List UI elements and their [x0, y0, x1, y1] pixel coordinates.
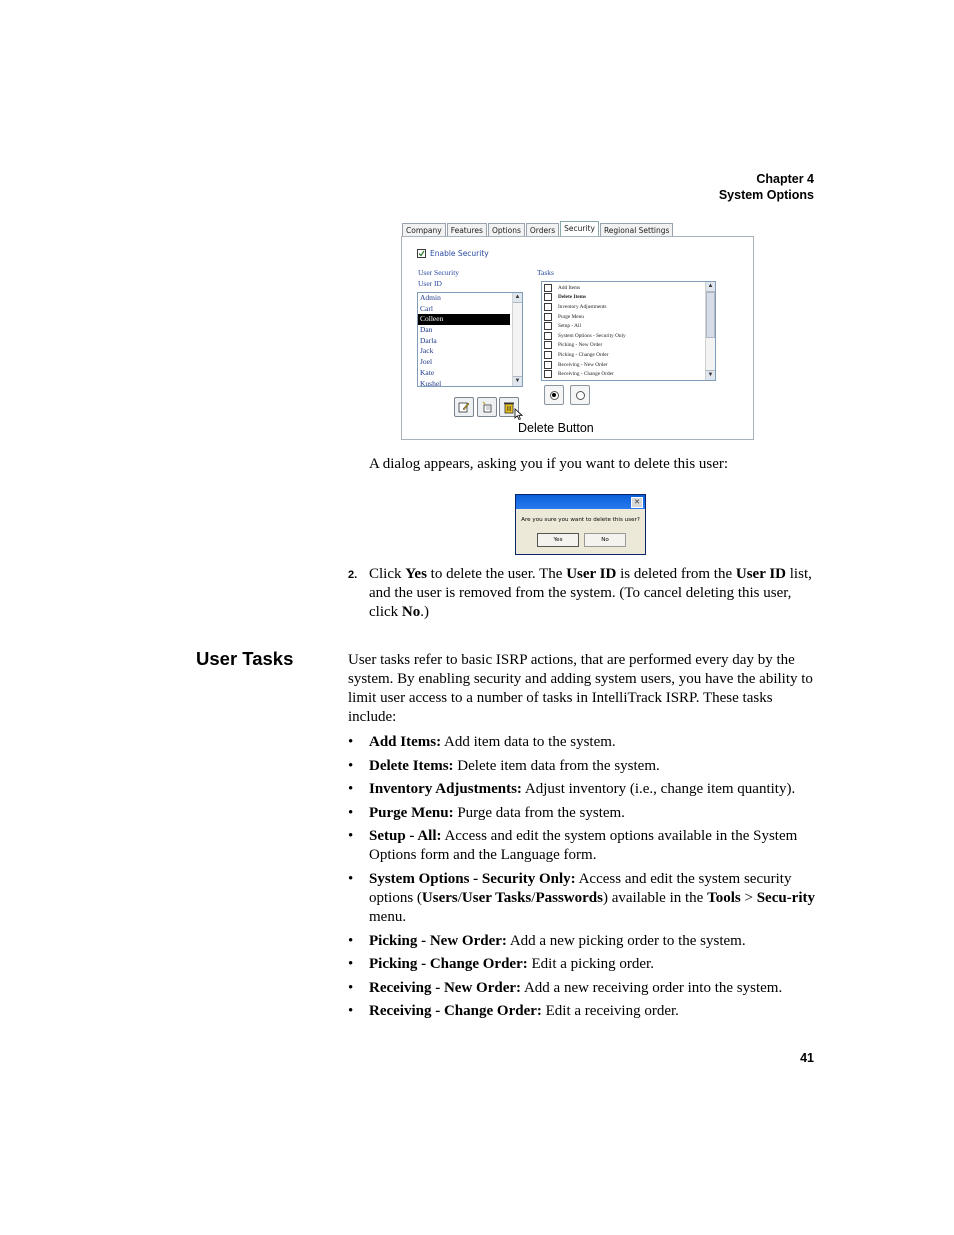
bullet-icon: •	[348, 870, 354, 887]
radio-empty-icon	[576, 391, 585, 400]
list-item	[348, 955, 818, 974]
step-number: 2.	[348, 569, 358, 581]
task-checkbox[interactable]	[544, 370, 552, 378]
security-term: Secu-rity	[756, 889, 816, 906]
task-label: Picking - Change Order	[558, 351, 609, 358]
select-all-radio-button[interactable]	[544, 385, 564, 405]
task-label: System Options - Security Only	[558, 332, 626, 339]
bullet-desc: Delete item data from the system.	[453, 757, 660, 774]
bullet-desc: Add a new picking order to the system.	[506, 932, 746, 949]
bullet-icon: •	[348, 979, 354, 996]
tab-company[interactable]: Company	[402, 223, 446, 236]
scrollbar[interactable]	[705, 282, 715, 380]
bullet-term: Purge Menu:	[369, 804, 454, 821]
list-item[interactable]	[542, 341, 715, 351]
list-item[interactable]	[542, 321, 715, 331]
tab-options[interactable]: Options	[488, 223, 525, 236]
add-user-button[interactable]	[477, 397, 497, 417]
bullet-icon: •	[348, 1003, 354, 1020]
step-text: .)	[420, 604, 429, 620]
separator: >	[740, 889, 757, 906]
task-checkbox[interactable]	[544, 293, 552, 301]
list-item[interactable]	[542, 293, 715, 303]
list-item	[348, 804, 818, 823]
step-text: to delete the user. The	[426, 566, 567, 582]
bullet-desc: Edit a picking order.	[527, 956, 654, 973]
bullet-icon: •	[348, 932, 354, 949]
callout-label: Delete Button	[518, 421, 594, 435]
bullet-icon: •	[348, 956, 354, 973]
radio-selected-icon	[550, 391, 559, 400]
user-id-label: User ID	[418, 279, 442, 288]
mouse-pointer-icon	[514, 408, 523, 421]
list-item[interactable]: Kushel	[420, 378, 442, 387]
scrollbar[interactable]	[512, 293, 522, 386]
bullet-desc: Access and edit the system options available in the System Options form and the Language form.	[369, 828, 798, 864]
edit-user-button[interactable]	[454, 397, 474, 417]
tasks-listbox[interactable]	[541, 281, 716, 381]
bullet-icon: •	[348, 757, 354, 774]
bullet-icon: •	[348, 734, 354, 750]
page-number: 41	[800, 1051, 814, 1065]
passwords-term: Passwords	[535, 889, 603, 906]
bullet-icon: •	[348, 781, 354, 798]
scroll-down-icon[interactable]: ▼	[514, 378, 521, 384]
bullet-term: Picking - New Order:	[369, 932, 507, 949]
bullet-term: Inventory Adjustments:	[369, 781, 522, 798]
list-item[interactable]: Darla	[420, 335, 437, 345]
step-text: Click	[369, 566, 406, 582]
user-id-term: User ID	[566, 566, 617, 582]
yes-button[interactable]: Yes	[537, 533, 579, 547]
task-checkbox[interactable]	[544, 332, 552, 340]
chapter-label: Chapter 4	[756, 172, 814, 186]
list-item[interactable]: Joel	[420, 357, 433, 367]
section-label: System Options	[718, 188, 814, 202]
bullet-term: Delete Items:	[369, 757, 454, 774]
list-item	[348, 733, 818, 752]
no-term: No	[401, 604, 421, 620]
list-item	[348, 780, 818, 799]
list-item[interactable]	[542, 360, 715, 370]
bullet-term: System Options - Security Only:	[369, 870, 576, 887]
scroll-up-icon[interactable]: ▲	[706, 282, 715, 292]
list-item-selected[interactable]: Colleen	[418, 314, 510, 325]
tab-features[interactable]: Features	[447, 223, 487, 236]
edit-icon	[458, 401, 470, 413]
bullet-desc: Access and edit the system security options (	[369, 870, 792, 906]
checkmark-icon	[418, 250, 425, 257]
bullet-term: Add Items:	[369, 734, 442, 750]
list-item	[348, 932, 818, 951]
close-icon[interactable]: ✕	[631, 497, 643, 508]
tab-security[interactable]: Security	[560, 221, 599, 236]
bullet-desc: Add item data to the system.	[441, 734, 616, 750]
users-term: Users	[421, 889, 458, 906]
task-bullet-list	[348, 733, 818, 1026]
bullet-desc: Adjust inventory (i.e., change item quantity).	[521, 781, 796, 798]
bullet-desc: Purge data from the system.	[453, 804, 625, 821]
task-label: Inventory Adjustments	[558, 303, 607, 310]
step-text: list, and the user is removed from the system. (To cancel deleting this user, click	[369, 566, 812, 620]
section-heading: User Tasks	[196, 648, 294, 669]
scrollbar-thumb[interactable]	[706, 292, 715, 338]
list-item[interactable]	[542, 331, 715, 341]
list-item	[348, 757, 818, 776]
separator: /	[531, 889, 536, 906]
list-item[interactable]	[542, 283, 715, 293]
user-id-term: User ID	[735, 566, 787, 582]
task-label: Add Items	[558, 284, 581, 291]
bullet-term: Picking - Change Order:	[369, 956, 528, 973]
user-tasks-paragraph: User tasks refer to basic ISRP actions, that are performed every day by the system. By enabling security and adding system users, you have the ability to limit user access to a number of tasks in IntelliTrack ISRP. These tasks include:	[348, 652, 813, 725]
list-item[interactable]: Admin	[420, 293, 441, 302]
bullet-desc: ) available in the	[602, 889, 708, 906]
list-item[interactable]: Dan	[420, 325, 433, 335]
list-item	[348, 1002, 818, 1021]
list-item[interactable]	[542, 350, 715, 360]
scroll-up-icon[interactable]: ▲	[513, 293, 522, 303]
list-item	[348, 827, 818, 865]
user-tasks-term: User Tasks	[461, 889, 532, 906]
tasks-label: Tasks	[537, 268, 554, 277]
task-label: Delete Items	[558, 294, 587, 301]
tools-term: Tools	[707, 889, 741, 906]
user-id-listbox[interactable]	[417, 292, 523, 387]
tab-regional-settings[interactable]: Regional Settings	[600, 223, 674, 236]
list-item[interactable]: Jack	[420, 346, 434, 356]
intro-paragraph: A dialog appears, asking you if you want to delete this user:	[369, 456, 729, 472]
no-button[interactable]: No	[584, 533, 626, 547]
task-label: Setup - All	[558, 323, 581, 330]
yes-term: Yes	[405, 566, 427, 582]
task-checkbox[interactable]	[544, 341, 552, 349]
list-item	[348, 979, 818, 998]
task-checkbox[interactable]	[544, 303, 552, 311]
task-label: Receiving - New Order	[558, 361, 608, 368]
bullet-icon: •	[348, 828, 354, 845]
task-label: Purge Menu	[558, 313, 584, 320]
bullet-term: Setup - All:	[369, 828, 442, 845]
list-item[interactable]	[542, 312, 715, 322]
step-2-text	[369, 565, 819, 622]
bullet-desc: Edit a receiving order.	[541, 1003, 679, 1020]
enable-security-checkbox[interactable]	[417, 249, 426, 258]
list-item	[348, 870, 818, 927]
list-item[interactable]: Kate	[420, 367, 435, 377]
scroll-down-icon[interactable]: ▼	[707, 372, 714, 378]
task-checkbox[interactable]	[544, 313, 552, 321]
list-item[interactable]: Carl	[420, 303, 433, 313]
user-security-label: User Security	[418, 268, 460, 277]
enable-security-label: Enable Security	[430, 249, 489, 258]
enable-security-row[interactable]	[417, 249, 489, 258]
dialog-titlebar	[516, 495, 645, 509]
bullet-desc: Add a new receiving order into the system.	[521, 979, 783, 996]
dialog-message: Are you sure you want to delete this user?	[521, 517, 640, 523]
confirm-delete-dialog	[515, 494, 646, 555]
bullet-icon: •	[348, 804, 354, 821]
task-label: Receiving - Change Order	[558, 371, 614, 378]
bullet-desc: menu.	[369, 908, 407, 925]
task-checkbox[interactable]	[544, 361, 552, 369]
tab-orders[interactable]: Orders	[526, 223, 559, 236]
tab-strip	[402, 223, 674, 237]
step-text: is deleted from the	[616, 566, 736, 582]
separator: /	[457, 889, 462, 906]
task-label: Picking - New Order	[558, 342, 603, 349]
task-checkbox[interactable]	[544, 284, 552, 292]
list-item[interactable]	[542, 369, 715, 379]
list-item[interactable]	[542, 302, 715, 312]
add-user-icon	[481, 401, 493, 413]
task-checkbox[interactable]	[544, 322, 552, 330]
task-checkbox[interactable]	[544, 351, 552, 359]
bullet-term: Receiving - New Order:	[369, 979, 522, 996]
bullet-term: Receiving - Change Order:	[369, 1003, 542, 1020]
select-none-radio-button[interactable]	[570, 385, 590, 405]
